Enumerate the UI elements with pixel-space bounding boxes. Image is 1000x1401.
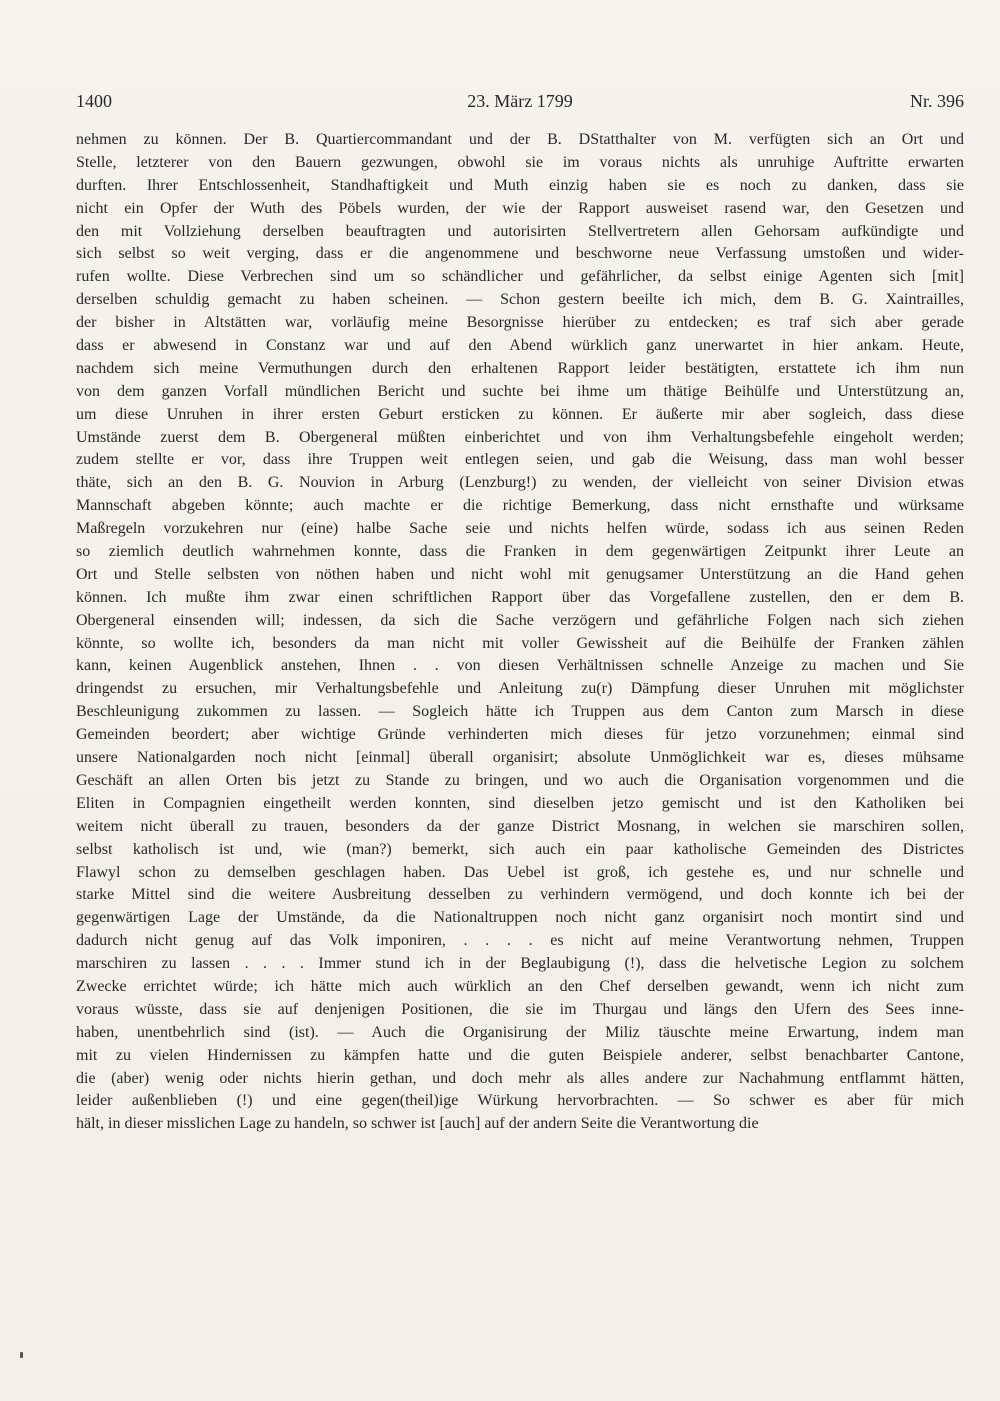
text-line: die (aber) wenig oder nichts hierin gethan, und doch mehr als alles andere zur Nachahmung entflammt hätten, [76,1069,964,1087]
text-line: dadurch nicht genug auf das Volk imponiren, . . . . es nicht auf meine Verantwortung nehmen, Truppen [76,932,964,950]
text-line: kann, keinen Augenblick anstehen, Ihnen . . von diesen Verhältnissen schnelle Anzeige zu machen und Sie [76,657,964,675]
text-line: haben, unentbehrlich sind (ist). — Auch die Organisirung der Miliz täuschte meine Erwartung, indem man [76,1023,964,1041]
text-line: weitem nicht überall zu trauen, besonders da der ganze District Mosnang, in welchen sie marschiren sollen, [76,817,964,835]
text-line: um diese Unruhen in ihrer ersten Geburt ersticken zu können. Er äußerte mir aber sogleich, dass diese [76,405,964,423]
text-line: zudem stellte er vor, dass ihre Truppen weit entlegen seien, und gab die Weisung, dass man wohl besser [76,451,964,469]
text-line: durften. Ihrer Entschlossenheit, Standhaftigkeit und Muth einzig haben sie es noch zu danken, dass sie [76,176,964,194]
text-line: starke Mittel sind die weitere Ausbreitung desselben zu verhindern vermögend, und doch konnte ich bei der [76,886,964,904]
text-line: Maßregeln vorzukehren nur (eine) halbe Sache seie und nichts helfen würde, sodass ich aus seinen Reden [76,520,964,538]
text-line: rufen wollte. Diese Verbrechen sind um so schändlicher und gefährlicher, da selbst einige Agenten sich [mit] [76,268,964,286]
text-line: nicht ein Opfer der Wuth des Pöbels wurden, der wie der Rapport ausweiset rasend war, den Gesetzen und [76,199,964,217]
text-line: Zwecke errichtet würde; ich hätte mich auch würklich an den Chef derselben gewandt, wenn ich nicht zum [76,977,964,995]
text-line: hält, in dieser misslichen Lage zu handeln, so schwer ist [auch] auf der andern Seite die Verantwortung die [76,1115,759,1133]
text-line: von dem ganzen Vorfall mündlichen Bericht und suchte bei ihme um thätige Beihülfe und Unterstützung an, [76,382,964,400]
text-line: Eliten in Compagnien eingetheilt werden konnten, sind dieselben jetzo gemischt und ist den Katholiken bei [76,794,964,812]
text-line: sich selbst so weit verging, dass er die angenommene und beschworne neue Verfassung umstoßen und wider- [76,245,964,263]
text-line: Obergeneral einsenden will; indessen, da sich die Sache verzögern und gefährliche Folgen nach sich ziehen [76,611,964,629]
text-line: Beschleunigung zukommen zu lassen. — Sogleich hätte ich Truppen aus dem Canton zum Marsch in diese [76,703,964,721]
text-line: gegenwärtigen Lage der Umstände, da die Nationaltruppen noch nicht ganz organisirt noch montirt sind und [76,909,964,927]
text-line: den mit Vollziehung derselben beauftragten und autorisirten Stellvertretern allen Gehorsam aufkündigte und [76,222,964,240]
text-line: Ort und Stelle selbsten von nöthen haben und nicht wohl mit genugsamer Unterstützung an die Hand gehen [76,565,964,583]
text-line: Stelle, letzterer von den Bauern gezwungen, obwohl sie im voraus nichts als unruhige Auftritte erwarten [76,153,964,171]
text-line: selbst katholisch ist und, wie (man?) bemerkt, sich auch ein paar katholische Gemeinden des Districtes [76,840,964,858]
text-line: nachdem sich meine Vermuthungen durch den erhaltenen Rapport leider bestätigten, erstattete ich ihm nun [76,359,964,377]
text-line: Umstände zuerst dem B. Obergeneral müßten einberichtet und von ihm Verhaltungsbefehle eingeholt werden; [76,428,964,446]
text-line: können. Ich mußte ihm zwar einen schriftlichen Rapport über das Vorgefallene zustellen, den er dem B. [76,588,964,606]
text-line: der bisher in Altstätten war, vorläufig meine Besorgnisse hierüber zu entdecken; es traf sich aber gerade [76,314,964,332]
text-line: nehmen zu können. Der B. Quartiercommandant und der B. DStatthalter von M. verfügten sich an Ort und [76,131,964,148]
scan-speck [20,1352,23,1358]
text-line: thäte, sich an den B. G. Nouvion in Arburg (Lenzburg!) zu wenden, der vielleicht von seiner Division etwas [76,474,964,492]
page-header [76,88,964,114]
text-line: derselben schuldig gemacht zu haben scheinen. — Schon gestern beeilte ich mich, dem B. G. Xaintrailles, [76,291,964,309]
document-number: Nr. 396 [910,91,964,111]
text-line: marschiren zu lassen . . . . Immer stund ich in der Beglaubigung (!), dass die helvetische Legion zu solchem [76,955,964,973]
text-line: dass er abwesend in Constanz war und auf den Abend würklich ganz unerwartet in hier ankam. Heute, [76,337,964,355]
document-date: 23. März 1799 [467,91,573,111]
text-line: dringendst zu ersuchen, mir Verhaltungsbefehle und Anleitung zu(r) Dämpfung dieser Unruhen mit möglichster [76,680,964,698]
page-number: 1400 [76,91,112,111]
text-line: Mannschaft abgeben könnte; auch machte er die richtige Bemerkung, dass nicht ernsthafte und würksame [76,497,964,515]
text-line: Geschäft an allen Orten bis jetzt zu Stande zu bringen, und wo auch die Organisation vorgenommen und die [76,771,964,789]
text-line: könnte, so wollte ich, besonders da man nicht mit voller Gewissheit auf die Beihülfe der Franken zählen [76,634,964,652]
text-line: voraus wüsste, dass sie auf denjenigen Positionen, die sie im Thurgau und längs den Ufern des Sees inne- [76,1000,964,1018]
text-line: mit zu vielen Hindernissen zu kämpfen hatte und die guten Beispiele anderer, selbst benachbarter Cantone, [76,1046,964,1064]
text-line: Gemeinden beordert; aber wichtige Gründe verhinderten mich dieses für jetzo vorzunehmen; einmal sind [76,726,964,744]
body-text [76,129,964,1136]
text-line: Flawyl schon zu demselben geschlagen haben. Das Uebel ist groß, ich gestehe es, und nur schnelle und [76,863,964,881]
text-line: unsere Nationalgarden noch nicht [einmal] überall organisirt; absolute Unmöglichkeit war es, dieses mühsame [76,749,964,767]
text-line: so ziemlich deutlich wahrnehmen konnte, dass die Franken in dem gegenwärtigen Zeitpunkt ihrer Leute an [76,543,964,561]
text-line: leider außenblieben (!) und eine gegen(theil)ige Würkung hervorbrachten. — So schwer es aber für mich [76,1092,964,1110]
